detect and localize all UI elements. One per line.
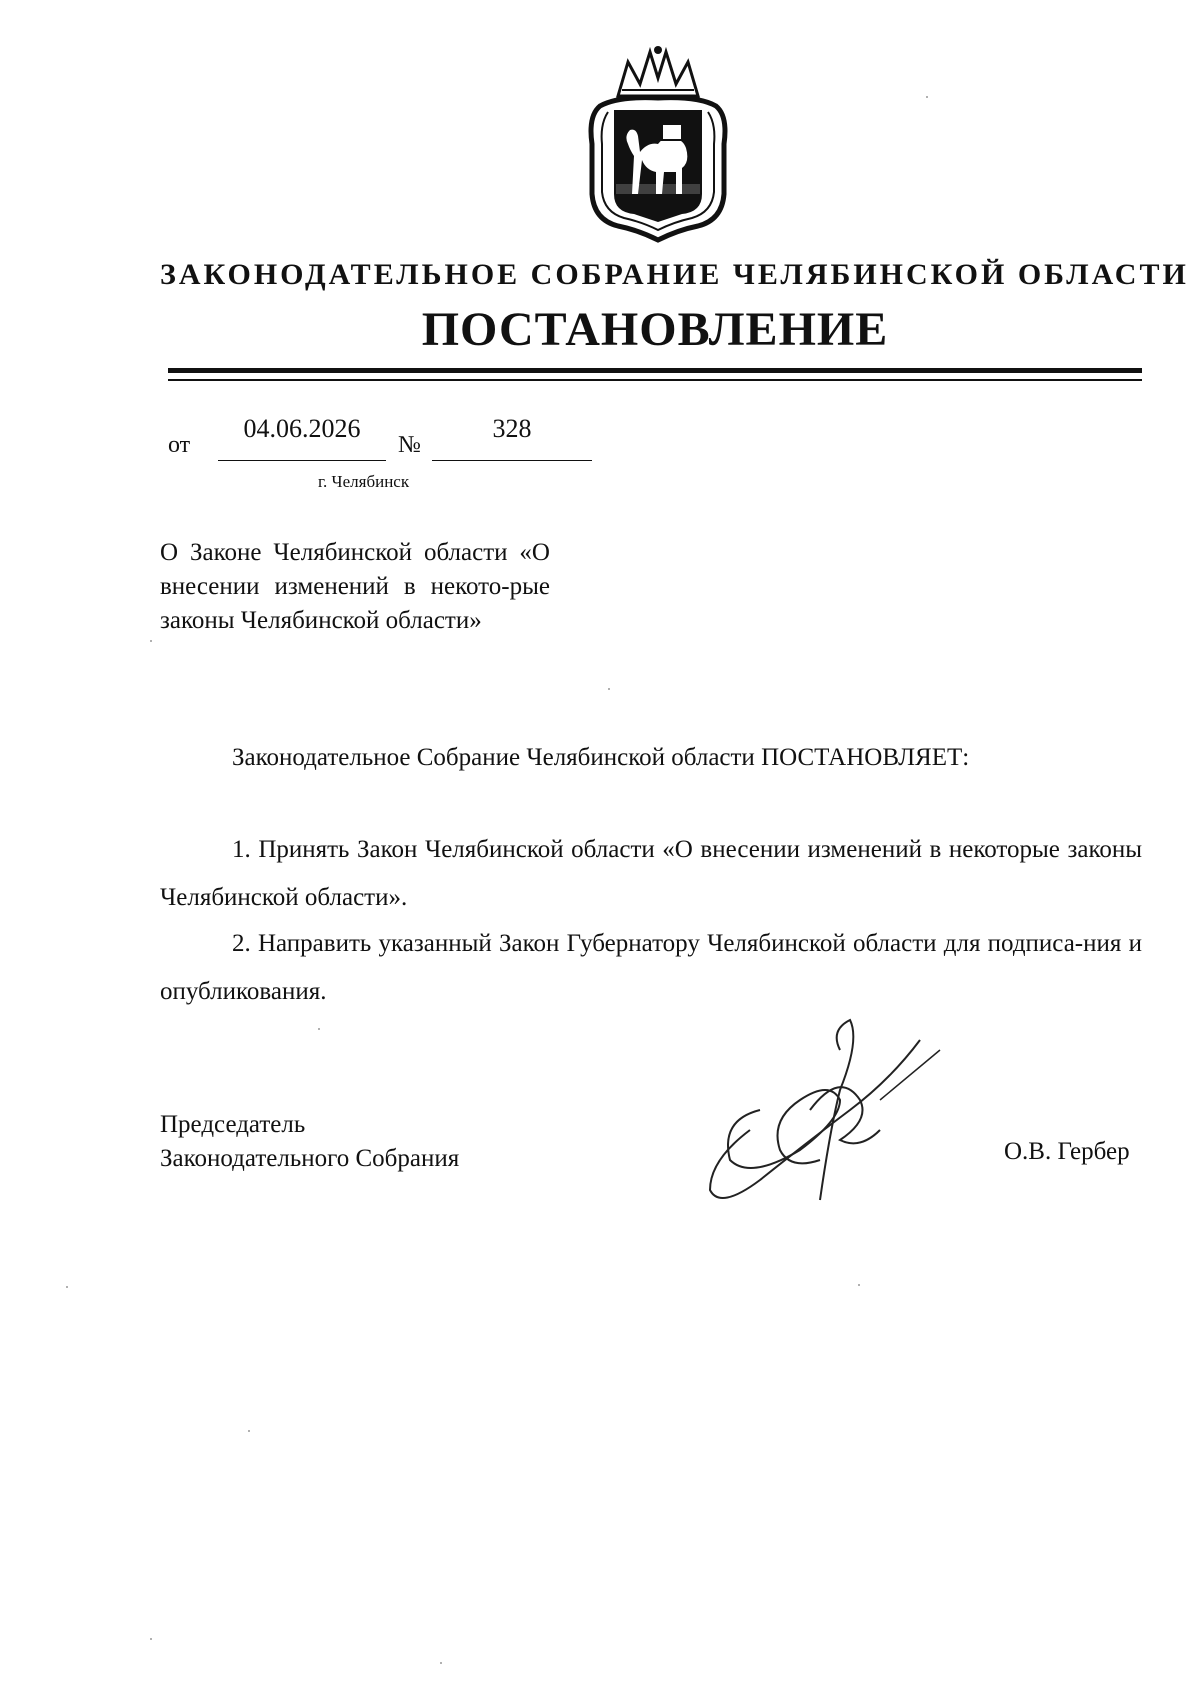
document-date: 04.06.2026 [243, 414, 361, 443]
document-type-title: ПОСТАНОВЛЕНИЕ [421, 303, 889, 356]
scan-speck [150, 1638, 152, 1640]
signatory-title [160, 1108, 459, 1176]
header-rule-thin [168, 379, 1142, 381]
scan-speck [858, 1284, 860, 1286]
scan-speck [150, 640, 152, 642]
signatory-title-line-2: Законодательного Собрания [160, 1145, 460, 1172]
scan-speck [608, 688, 610, 690]
date-prefix-label: от [168, 432, 191, 458]
scan-speck [318, 1028, 320, 1030]
number-label: № [398, 432, 421, 458]
header-rule-thick [168, 368, 1142, 373]
scan-speck [66, 1286, 68, 1288]
scan-speck [926, 96, 928, 98]
document-number: 328 [492, 414, 532, 443]
resolution-paragraph-2: 2. Направить указанный Закон Губернатору Челябинской области для подписа-ния и опубликования. [160, 930, 1142, 1005]
date-underline [218, 460, 386, 461]
document-subject: О Законе Челябинской области «О внесении изменений в некото-рые законы Челябинской области» [160, 539, 550, 634]
resolution-preamble: Законодательное Собрание Челябинской области ПОСТАНОВЛЯЕТ: [232, 744, 970, 771]
signatory-title-line-1: Председатель [160, 1111, 306, 1138]
scan-speck [440, 1662, 442, 1664]
signatory-name: О.В. Гербер [1004, 1138, 1130, 1165]
document-city: г. Челябинск [318, 472, 410, 491]
number-underline [432, 460, 592, 461]
organization-title: ЗАКОНОДАТЕЛЬНОЕ СОБРАНИЕ ЧЕЛЯБИНСКОЙ ОБЛАСТИ [160, 258, 1189, 291]
chelyabinsk-coat-of-arms-icon [578, 44, 738, 244]
resolution-paragraph-1: 1. Принять Закон Челябинской области «О внесении изменений в некоторые законы Челябинской области». [160, 836, 1142, 911]
scan-speck [248, 1430, 250, 1432]
handwritten-signature [690, 1010, 970, 1210]
